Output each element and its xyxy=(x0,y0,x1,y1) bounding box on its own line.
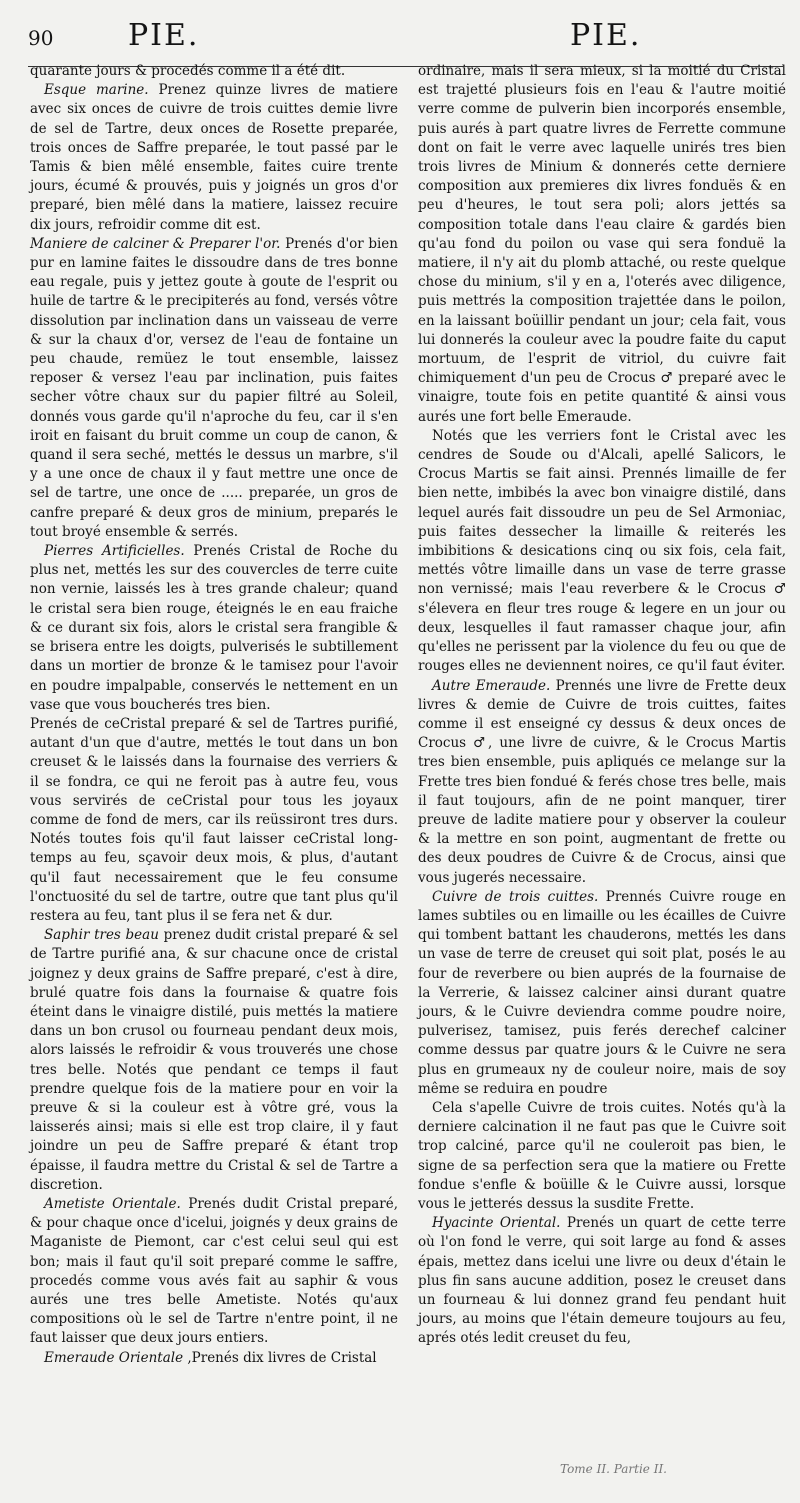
paragraph xyxy=(30,62,398,81)
paragraph xyxy=(418,888,786,1099)
paragraph-text: Prenés dudit Cristal preparé, & pour chaque once d'icelui, joignés y deux grains de Maganiste de Piemont, car c'est celui seul qui est bon; mais il faut qu'il soit preparé comme le saffre, procedés comme vous avés fait au saphir & vous aurés une tres belle Ametiste. Notés qu'aux compositions où le sel de Tartre n'entre point, il ne faut laisser que deux jours entiers. xyxy=(30,1195,399,1347)
running-head-right: PIE. xyxy=(570,18,642,53)
paragraph xyxy=(30,542,398,715)
paragraph xyxy=(418,62,786,427)
right-column xyxy=(418,62,786,1349)
paragraph-heading: Saphir tres beau xyxy=(44,927,159,944)
paragraph-text: Prenés de ceCristal preparé & sel de Tartres purifié, autant d'un que d'autre, mettés le tout dans un bon creuset & le laissés dans la fournaise des verriers & il se fondra, ce qui ne feroit pas à autre feu, vous vous servirés de ceCristal pour tous les joyaux comme de fond de mers, car ils reüssiront tres durs. Notés toutes fois qu'il faut laisser ceCristal long-temps au feu, sçavoir deux mois, & plus, d'autant qu'il faut necessairement que le feu consume l'onctuosité du sel de tartre, outre que tant plus qu'il restera au feu, tant plus il se fera net & dur. xyxy=(30,715,398,924)
paragraph xyxy=(30,926,398,1195)
paragraph-heading: Ametiste Orientale. xyxy=(44,1195,181,1212)
paragraph xyxy=(418,1214,786,1348)
paragraph-heading: Autre Emeraude. xyxy=(432,677,551,694)
paragraph-text: Cela s'apelle Cuivre de trois cuites. Notés qu'à la derniere calcination il ne faut pas que le Cuivre soit trop calciné, parce qu'il ne couleroit pas bien, le signe de sa perfection sera que la matiere ou Frette fondue s'enfle & boüille & le Cuivre aussi, lorsque vous le jetterés dessus la susdite Frette. xyxy=(418,1099,786,1212)
paragraph-text: Prenés un quart de cette terre où l'on fond le verre, qui soit large au fond & asses épais, mettez dans icelui une livre ou deux d'étain le plus fin sans aucune addition, posez le creuset dans un fourneau & lui donnez grand feu pendant huit jours, au moins que l'étain demeure toujours au feu, aprés otés ledit creuset du feu, xyxy=(418,1215,786,1347)
paragraph-text: ordinaire, mais il sera mieux, si la moitié du Cristal est trajetté plusieurs fois en l'eau & l'autre moitié verre comme de pulverin bien incorporés ensemble, puis aurés à part quatre livres de Ferrette commune dont on fait le verre avec laquelle unirés tres bien trois livres de Minium & donnerés cette derniere composition aux premieres dix livres fonduës & en peu d'heures, le tout sera poli; alors jettés sa composition totale dans l'eau claire & gardés bien qu'au fond du poilon ou vase qui sera fonduë la matiere, il n'y ait du plomb attaché, ou reste quelque chose du minium, s'il y en a, l'oterés avec diligence, puis mettrés la composition trajettée dans le poilon, en la laissant boüillir pendant un jour; cela fait, vous lui donnerés la couleur avec la poudre faite du caput mortuum, de l'esprit de vitriol, du cuivre fait chimiquement d'un peu de Crocus ♂ preparé avec le vinaigre, toute fois en petite quantité & ainsi vous aurés une fort belle Emeraude. xyxy=(418,63,786,425)
paragraph xyxy=(418,427,786,677)
paragraph-text: ,Prenés dix livres de Cristal xyxy=(183,1349,377,1366)
left-column xyxy=(30,62,398,1368)
running-head-left: PIE. xyxy=(128,18,200,53)
page-signature: Tome II. Partie II. xyxy=(560,1462,667,1476)
paragraph-heading: Pierres Artificielles. xyxy=(44,543,185,560)
paragraph-text: Notés que les verriers font le Cristal avec les cendres de Soude ou d'Alcali, apellé Salicors, le Crocus Martis se fait ainsi. Prennés limaille de fer bien nette, imbibés la avec bon vinaigre distilé, dans lequel aurés fait dissoudre un peu de Sel Armoniac, puis faites dessecher la limaille & reiterés les imbibitions & desications cinq ou six fois, cela fait, mettés vôtre limaille dans un vase de terre grasse non vernissé; mais l'eau reverbere & le Crocus ♂ s'élevera en fleur tres rouge & legere en un jour ou deux, lesquelles il faut ramasser chaque jour, afin qu'elles ne perissent par la violence du feu ou que de rouges elles ne deviennent noires, ce qu'il faut éviter. xyxy=(418,427,786,675)
paragraph-heading: Cuivre de trois cuittes. xyxy=(432,888,599,905)
paragraph-heading: Esque marine. xyxy=(44,82,149,99)
paragraph xyxy=(30,1195,398,1349)
paragraph-heading: Maniere de calciner & Preparer l'or. xyxy=(30,235,281,252)
paragraph-text: Prennés une livre de Frette deux livres & demie de Cuivre de trois cuittes, faites comme il est enseigné cy dessus & deux onces de Crocus ♂, une livre de cuivre, & le Crocus Martis tres bien ensemble, puis apliqués ce melange sur la Frette tres bien fondué & ferés chose tres belle, mais il faut toujours, afin de ne point manquer, tirer preuve de ladite matiere pour y observer la couleur & la mettre en son point, augmentant de frette ou des deux poudres de Cuivre & de Crocus, ainsi que vous jugerés necessaire. xyxy=(418,677,786,886)
paragraph-text: quarante jours & procedés comme il a été dit. xyxy=(30,63,346,79)
paragraph xyxy=(418,677,786,888)
paragraph-text: Prennés Cuivre rouge en lames subtiles ou en limaille ou les écailles de Cuivre qui tombent battant les chauderons, mettés les dans un vase de terre de creuset qui soit plat, posés le au four de reverbere ou bien auprés de la fournaise de la Verrerie, & laissez calciner ainsi durant quatre jours, & le Cuivre deviendra comme poudre noire, pulverisez, tamisez, puis ferés derechef calciner comme dessus par quatre jours & le Cuivre ne sera plus en grumeaux ny de couleur noire, mais de soy même se reduira en poudre xyxy=(418,888,786,1097)
paragraph-heading: Hyacinte Oriental. xyxy=(432,1215,561,1232)
paragraph xyxy=(30,1349,398,1368)
paragraph xyxy=(30,235,398,542)
paragraph-text: Prenés d'or bien pur en lamine faites le dissoudre dans de tres bonne eau regale, puis y jettez goute à goute de l'esprit ou huile de tartre & le precipiterés au fond, versés vôtre dissolution par inclination dans un vaisseau de verre & sur la chaux d'or, versez de l'eau de fontaine un peu chaude, remüez le tout ensemble, laissez reposer & versez l'eau par inclination, puis faites secher vôtre chaux sur du papier filtré au Soleil, donnés vous garde qu'il n'aproche du feu, car il s'en iroit en faisant du bruit comme un coup de canon, & quand il sera seché, mettés le dessus un marbre, s'il y a une once de chaux il y faut mettre une once de sel de tartre, une once de ..... preparée, un gros de canfre preparé & deux gros de minium, preparés le tout broyé ensemble & serrés. xyxy=(30,235,398,540)
page-number: 90 xyxy=(28,26,54,50)
paragraph xyxy=(30,715,398,926)
paragraph-text: Prenés Cristal de Roche du plus net, mettés les sur des couvercles de terre cuite non vernie, laissés les à tres grande chaleur; quand le cristal sera bien rouge, éteignés le en eau fraiche & ce durant six fois, alors le cristal sera frangible & se brisera entre les doigts, pulverisés le subtillement dans un mortier de bronze & le tamisez pour l'avoir en poudre impalpable, conservés le nettement en un vase que vous boucherés tres bien. xyxy=(30,543,398,713)
paragraph xyxy=(418,1099,786,1214)
paragraph-text: Prenez quinze livres de matiere avec six onces de cuivre de trois cuittes demie livre de sel de Tartre, deux onces de Rosette preparée, trois onces de Saffre preparée, le tout passé par le Tamis & bien mêlé ensemble, faites cuire trente jours, écumé & prouvés, puis y joignés un gros d'or preparé, bien mêlé dans la matiere, laissez recuire dix jours, refroidir comme dit est. xyxy=(30,82,398,233)
paragraph-heading: Emeraude Orientale xyxy=(44,1349,184,1366)
paragraph-text: prenez dudit cristal preparé & sel de Tartre purifié ana, & sur chacune once de cristal joignez y deux grains de Saffre preparé, c'est à dire, brulé quatre fois dans la fournaise & quatre fois éteint dans le vinaigre distilé, puis mettés la matiere dans un bon crusol ou fourneau pendant deux mois, alors laissés le refroidir & vous trouverés une chose tres belle. Notés que pendant ce temps il faut prendre quelque fois de la matiere pour en voir la preuve & si la couleur est à vôtre gré, vous la laisserés ainsi; mais si elle est trop claire, il y faut joindre un peu de Saffre preparé & étant trop épaisse, il faudra mettre du Cristal & sel de Tartre a discretion. xyxy=(30,927,398,1193)
page-header xyxy=(0,18,800,58)
paragraph xyxy=(30,81,398,235)
